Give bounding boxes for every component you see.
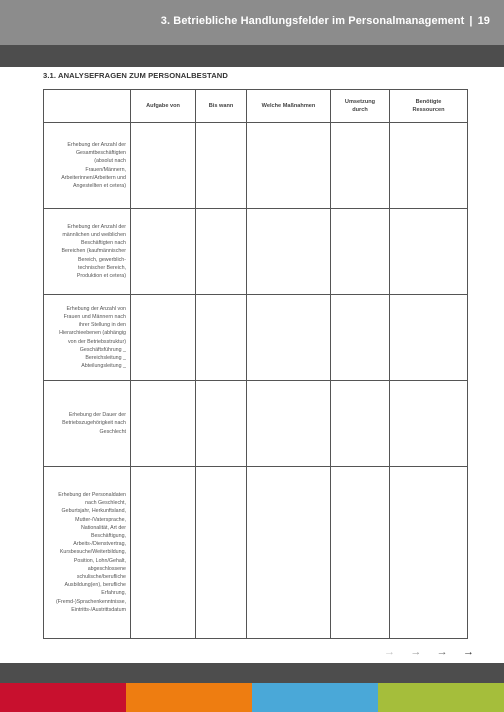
table-cell[interactable]: [331, 467, 390, 639]
footer-band: [0, 663, 504, 683]
row-label: [44, 295, 131, 381]
color-block-green: [378, 683, 504, 712]
chapter-title: 3. Betriebliche Handlungsfelder im Personalmanagement: [160, 15, 465, 27]
table-cell[interactable]: [196, 381, 247, 467]
arrow-right-icon[interactable]: →: [410, 645, 422, 658]
table-cell[interactable]: [331, 381, 390, 467]
table-cell[interactable]: [390, 381, 468, 467]
table-cell[interactable]: [131, 467, 196, 639]
color-block-red: [0, 683, 126, 712]
table-cell[interactable]: [390, 295, 468, 381]
table-cell[interactable]: [390, 209, 468, 295]
table-cell[interactable]: [196, 209, 247, 295]
table-cell[interactable]: [131, 123, 196, 209]
analysis-table: [43, 89, 468, 639]
table-row: [44, 295, 468, 381]
table-cell[interactable]: [131, 209, 196, 295]
color-strip: [0, 683, 504, 712]
arrow-right-icon[interactable]: →: [462, 645, 474, 658]
column-header-aufgabe-von: Aufgabe von: [131, 90, 196, 123]
column-header-ressourcen-label: Benötigte Ressourcen: [412, 98, 445, 113]
table-header-row: [44, 90, 468, 123]
row-label-text: Erhebung der Personaldaten nach Geschlecht, Geburtsjahr, Herkunftsland, Mutter-/Vatersprache, Nationalität, Art der Beschäftigung, Arbeits-/Dienstvertrag, Kursbesuche/Weiterbildung, Position, Lohn/Gehalt, abgeschlossene schulische/berufliche Ausbildung(en), berufliche Erfahrung, (Fremd-)Sprachenkenntnisse, Eintritts-/Austrittsdatum: [56, 491, 127, 613]
table-cell[interactable]: [331, 123, 390, 209]
color-block-blue: [252, 683, 378, 712]
table-cell[interactable]: [331, 295, 390, 381]
table-cell[interactable]: [247, 209, 331, 295]
column-header-umsetzung: [331, 90, 390, 123]
column-header-ressourcen: [390, 90, 468, 123]
header-separator: |: [469, 15, 473, 27]
table-cell[interactable]: [331, 209, 390, 295]
table-cell[interactable]: [247, 467, 331, 639]
table-cell[interactable]: [247, 295, 331, 381]
table-cell[interactable]: [196, 467, 247, 639]
arrow-right-icon[interactable]: →: [384, 645, 395, 658]
table-row: [44, 467, 468, 639]
table-row: [44, 209, 468, 295]
row-label: [44, 123, 131, 209]
table-cell[interactable]: [196, 295, 247, 381]
column-header-empty: [44, 90, 131, 123]
row-label-text: Erhebung der Anzahl der männlichen und weiblichen Beschäftigten nach Bereichen (kaufmännischer Bereich, gewerblich-technischer Bereich, Produktion et cetera): [61, 223, 126, 279]
header-band: [0, 0, 504, 45]
arrow-right-icon[interactable]: →: [436, 645, 448, 658]
row-label-text: Erhebung der Anzahl der Gesamtbeschäftigten (absolut nach Frauen/Männern, Arbeiterinnen/Arbeitern und Angestellten et cetera): [61, 141, 126, 189]
table-row: [44, 123, 468, 209]
color-block-orange: [126, 683, 252, 712]
row-label-text: Erhebung der Dauer der Betriebszugehörigkeit nach Geschlecht: [62, 412, 126, 435]
table-cell[interactable]: [247, 123, 331, 209]
column-header-massnahmen: Welche Maßnahmen: [247, 90, 331, 123]
table-cell[interactable]: [247, 381, 331, 467]
page-navigation: [384, 645, 474, 659]
row-label: [44, 467, 131, 639]
column-header-umsetzung-label: Umsetzung durch: [344, 98, 376, 113]
page-number: 19: [477, 15, 490, 27]
table-cell[interactable]: [196, 123, 247, 209]
section-heading: 3.1. ANALYSEFRAGEN ZUM PERSONALBESTAND: [43, 71, 228, 80]
row-label: [44, 381, 131, 467]
chapter-header: [161, 15, 490, 27]
table-cell[interactable]: [131, 295, 196, 381]
table-row: [44, 381, 468, 467]
row-label: [44, 209, 131, 295]
table-cell[interactable]: [131, 381, 196, 467]
table-cell[interactable]: [390, 123, 468, 209]
row-label-text: Erhebung der Anzahl von Frauen und Männern nach ihrer Stellung in den Hierarchieebenen (abhängig von der Betriebsstruktur) Geschäftsführung _ Bereichsleitung _ Abteilungsleitung _: [59, 305, 126, 370]
column-header-bis-wann: Bis wann: [196, 90, 247, 123]
table-cell[interactable]: [390, 467, 468, 639]
dark-band: [0, 45, 504, 67]
